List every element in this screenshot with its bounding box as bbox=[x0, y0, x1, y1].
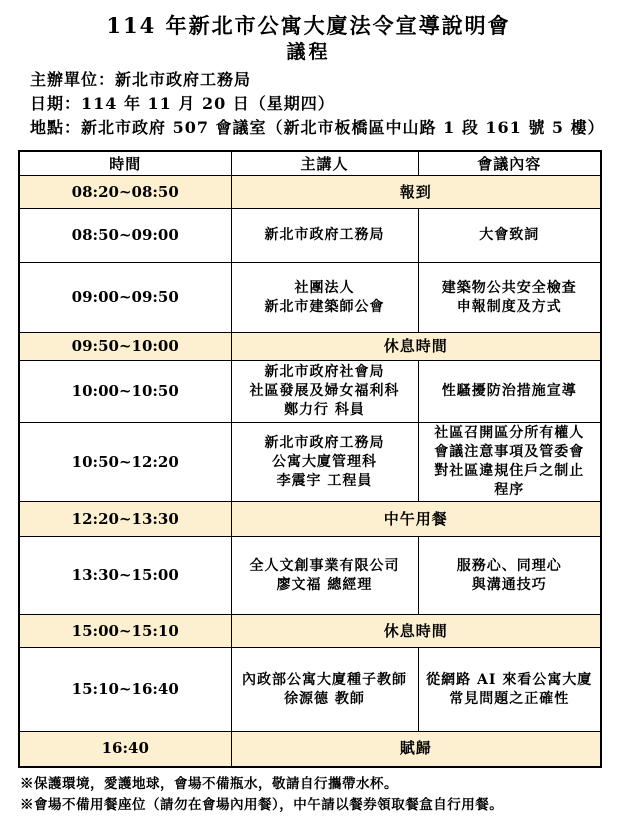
cell-line: 社區召開區分所有權人 bbox=[434, 425, 585, 441]
time-cell: 10:50~12:20 bbox=[19, 423, 231, 502]
cell-line: 與溝通技巧 bbox=[471, 576, 547, 593]
cell-line: 對社區違規住戶之制止 bbox=[434, 463, 585, 479]
content-cell bbox=[418, 537, 601, 615]
speaker-cell bbox=[231, 209, 418, 263]
footnote-environment: ※保護環境，愛護地球，會場不備瓶水，敬請自行攜帶水杯。 bbox=[20, 775, 398, 792]
cell-line: 申報制度及方式 bbox=[456, 298, 562, 315]
cell-line: 程序 bbox=[494, 482, 525, 498]
time-cell: 13:30~15:00 bbox=[19, 537, 231, 615]
content-cell bbox=[418, 648, 601, 732]
table-row bbox=[19, 263, 601, 333]
table-row bbox=[19, 176, 601, 209]
agenda-table bbox=[18, 150, 602, 768]
cell-line: 性騷擾防治措施宣導 bbox=[441, 383, 577, 399]
content-cell bbox=[418, 423, 601, 502]
time-cell: 08:20~08:50 bbox=[19, 176, 231, 209]
merged-session-cell: 休息時間 bbox=[231, 615, 601, 648]
table-row bbox=[19, 615, 601, 648]
cell-line: 新北市建築師公會 bbox=[264, 298, 385, 315]
cell-line: 從網路 AI 來看公寓大廈 bbox=[426, 671, 593, 688]
merged-session-cell: 賦歸 bbox=[231, 732, 601, 767]
cell-line: 鄭力行 科員 bbox=[284, 402, 365, 418]
time-cell: 09:00~09:50 bbox=[19, 263, 231, 333]
time-cell: 16:40 bbox=[19, 732, 231, 767]
speaker-cell bbox=[231, 537, 418, 615]
location-line: 地點：新北市政府 507 會議室（新北市板橋區中山路 1 段 161 號 5 樓） bbox=[30, 118, 605, 137]
table-row bbox=[19, 361, 601, 423]
page-title: 114 年新北市公寓大廈法令宣導說明會 bbox=[106, 13, 511, 38]
table-row bbox=[19, 209, 601, 263]
time-cell: 09:50~10:00 bbox=[19, 333, 231, 361]
organizer-line: 主辦單位：新北市政府工務局 bbox=[30, 70, 252, 89]
cell-line: 內政部公寓大廈種子教師 bbox=[242, 671, 407, 688]
cell-line: 新北市政府社會局 bbox=[264, 364, 385, 380]
time-cell: 08:50~09:00 bbox=[19, 209, 231, 263]
cell-line: 大會致詞 bbox=[479, 227, 540, 243]
table-header-row bbox=[19, 151, 601, 176]
cell-line: 徐源德 教師 bbox=[284, 690, 365, 707]
cell-line: 新北市政府工務局 bbox=[264, 434, 385, 451]
time-cell: 15:00~15:10 bbox=[19, 615, 231, 648]
cell-line: 廖文福 總經理 bbox=[276, 576, 373, 593]
table-row bbox=[19, 423, 601, 502]
time-cell: 10:00~10:50 bbox=[19, 361, 231, 423]
cell-line: 社區發展及婦女福利科 bbox=[249, 383, 400, 399]
footnotes-block bbox=[20, 774, 617, 816]
speaker-cell bbox=[231, 263, 418, 333]
cell-line: 新北市政府工務局 bbox=[264, 227, 385, 243]
info-block bbox=[30, 68, 617, 140]
footnote-meal: ※會場不備用餐座位（請勿在會場內用餐），中午請以餐券領取餐盒自行用餐。 bbox=[20, 796, 504, 813]
column-header-speaker: 主講人 bbox=[231, 151, 418, 176]
speaker-cell bbox=[231, 648, 418, 732]
table-row bbox=[19, 648, 601, 732]
table-row bbox=[19, 502, 601, 537]
table-row bbox=[19, 732, 601, 767]
content-cell bbox=[418, 263, 601, 333]
content-cell bbox=[418, 209, 601, 263]
merged-session-cell: 中午用餐 bbox=[231, 502, 601, 537]
cell-line: 李震宇 工程員 bbox=[276, 472, 373, 489]
cell-line: 公寓大廈管理科 bbox=[272, 453, 377, 470]
column-header-time: 時間 bbox=[19, 151, 231, 176]
merged-session-cell: 報到 bbox=[231, 176, 601, 209]
cell-line: 全人文創事業有限公司 bbox=[249, 557, 400, 574]
date-line: 日期：114 年 11 月 20 日（星期四） bbox=[30, 94, 335, 113]
content-cell bbox=[418, 361, 601, 423]
merged-session-cell: 休息時間 bbox=[231, 333, 601, 361]
page-subtitle: 議程 bbox=[286, 41, 331, 63]
time-cell: 15:10~16:40 bbox=[19, 648, 231, 732]
agenda-table-body bbox=[19, 176, 601, 767]
cell-line: 常見問題之正確性 bbox=[449, 690, 570, 707]
speaker-cell bbox=[231, 423, 418, 502]
cell-line: 服務心、同理心 bbox=[456, 557, 562, 574]
cell-line: 社團法人 bbox=[294, 279, 355, 296]
cell-line: 建築物公共安全檢查 bbox=[441, 279, 577, 296]
speaker-cell bbox=[231, 361, 418, 423]
column-header-content: 會議內容 bbox=[418, 151, 601, 176]
table-row bbox=[19, 537, 601, 615]
table-row bbox=[19, 333, 601, 361]
time-cell: 12:20~13:30 bbox=[19, 502, 231, 537]
cell-line: 會議注意事項及管委會 bbox=[434, 444, 585, 460]
